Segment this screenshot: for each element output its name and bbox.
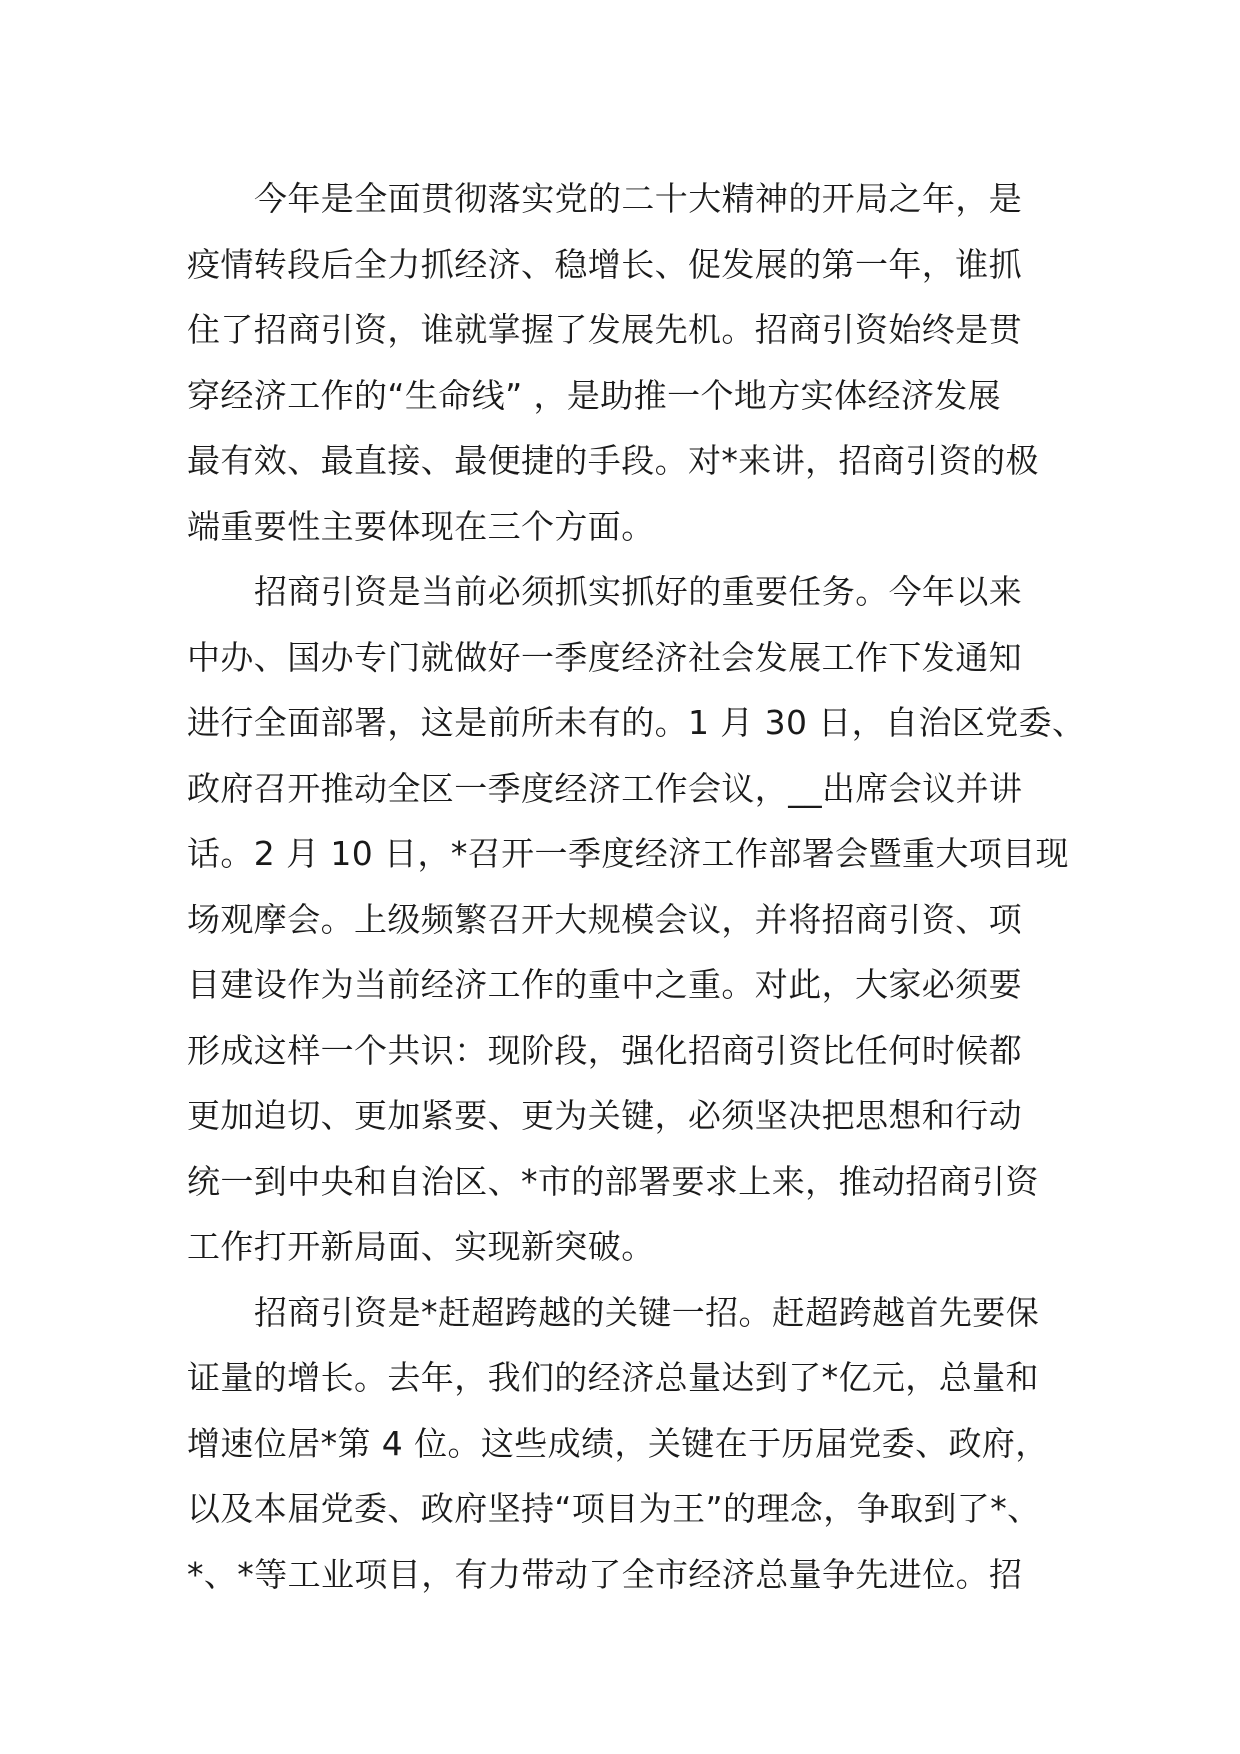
paragraph-line: 目建设作为当前经济工作的重中之重。对此，大家必须要 — [187, 965, 1022, 1004]
paragraph-line: 以及本届党委、政府坚持“项目为王”的理念，争取到了*、 — [187, 1489, 1041, 1528]
paragraph-line: 增速位居*第 4 位。这些成绩，关键在于历届党委、政府， — [187, 1423, 1049, 1463]
paragraph-1 — [187, 166, 1067, 559]
paragraph-line: 统一到中央和自治区、*市的部署要求上来，推动招商引资 — [187, 1161, 1039, 1201]
paragraph-line: 中办、国办专门就做好一季度经济社会发展工作下发通知 — [187, 637, 1022, 677]
paragraph-line: *、*等工业项目，有力带动了全市经济总量争先进位。招 — [187, 1554, 1023, 1594]
paragraph-line: 政府召开推动全区一季度经济工作会议，__出席会议并讲 — [187, 768, 1023, 808]
paragraph-line: 场观摩会。上级频繁召开大规模会议，并将招商引资、项 — [187, 899, 1022, 939]
paragraph-line: 住了招商引资，谁就掌握了发展先机。招商引资始终是贯 — [187, 310, 1022, 349]
paragraph-2 — [187, 559, 1086, 1280]
paragraph-line: 证量的增长。去年，我们的经济总量达到了*亿元，总量和 — [187, 1358, 1039, 1397]
paragraph-line: 疫情转段后全力抓经济、稳增长、促发展的第一年，谁抓 — [187, 244, 1022, 284]
paragraph-line: 端重要性主要体现在三个方面。 — [187, 506, 655, 546]
paragraph-line: 穿经济工作的“生命线” ，是助推一个地方实体经济发展 — [187, 375, 1002, 415]
paragraph-line: 招商引资是*赶超跨越的关键一招。赶超跨越首先要保 — [254, 1292, 1040, 1332]
paragraph-line: 工作打开新局面、实现新突破。 — [187, 1227, 655, 1266]
paragraph-line: 话。2 月 10 日，*召开一季度经济工作部署会暨重大项目现 — [187, 834, 1069, 873]
paragraph-line: 招商引资是当前必须抓实抓好的重要任务。今年以来 — [254, 572, 1023, 611]
paragraph-line: 进行全面部署，这是前所未有的。1 月 30 日，自治区党委、 — [187, 703, 1086, 742]
paragraph-line: 形成这样一个共识：现阶段，强化招商引资比任何时候都 — [187, 1030, 1022, 1070]
paragraph-line: 今年是全面贯彻落实党的二十大精神的开局之年，是 — [254, 179, 1023, 218]
document-body — [187, 166, 1086, 1607]
paragraph-line: 最有效、最直接、最便捷的手段。对*来讲，招商引资的极 — [187, 441, 1039, 480]
paragraph-line: 更加迫切、更加紧要、更为关键，必须坚决把思想和行动 — [187, 1096, 1022, 1135]
paragraph-3 — [187, 1280, 1067, 1608]
